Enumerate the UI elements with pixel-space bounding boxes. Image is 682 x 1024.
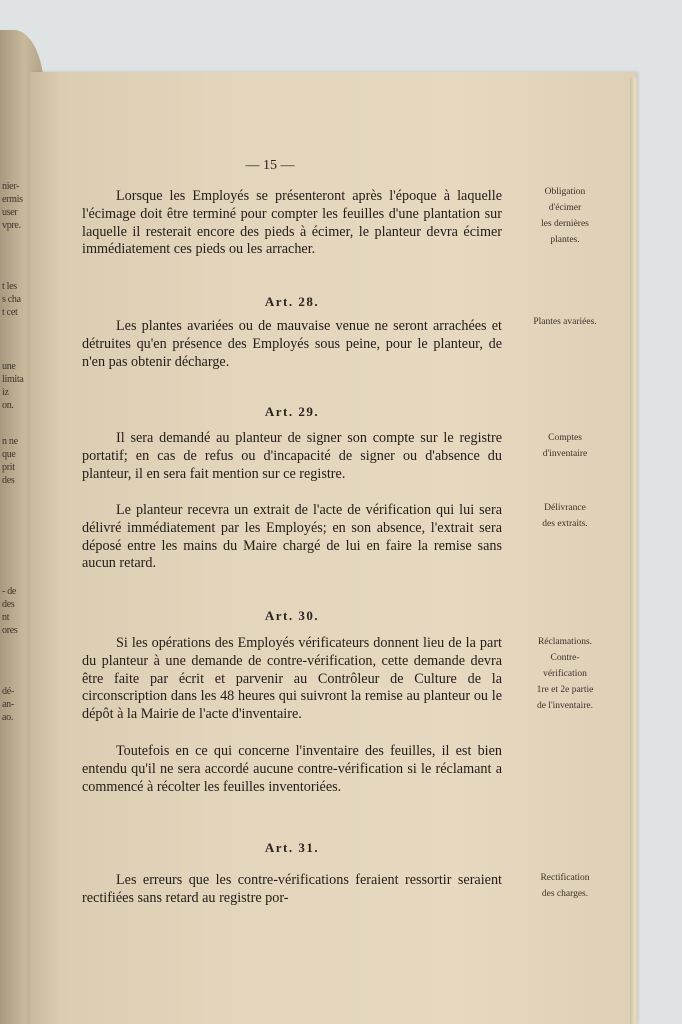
article-heading: Art. 29. xyxy=(264,404,320,419)
article-heading: Art. 28. xyxy=(264,294,320,309)
page-edge xyxy=(630,78,638,1024)
facing-page-fragment: - de des nt ores xyxy=(2,586,18,636)
margin-note: Comptes d'inventaire xyxy=(542,433,588,459)
paragraph: Lorsque les Employés se présenteront après l'époque à laquelle l'écimage doit être terminé pour compter les feuilles d'une plantation sur laquelle il resterait encore des pieds à écimer, le planteur devra écimer immédiatement ces pieds ou les arracher. xyxy=(82,188,502,258)
paragraph: Les plantes avariées ou de mauvaise venue ne seront arrachées et détruites qu'en présence des Employés sous peine, pour le planteur, de n'en pas obtenir décharge. xyxy=(82,318,502,370)
margin-note: Rectification des charges. xyxy=(540,873,590,899)
facing-page-fragment: t les s cha t cet xyxy=(2,281,21,318)
paragraph: Le planteur recevra un extrait de l'acte de vérification qui lui sera délivré immédiatement par les Employés; en son absence, l'extrait sera déposé entre les mains du Maire chargé de lui en faire la remise sans aucun retard. xyxy=(82,502,502,572)
paragraph: Toutefois en ce qui concerne l'inventaire des feuilles, il est bien entendu qu'il ne sera accordé aucune contre-vérification si le réclamant a commencé à récolter les feuilles inventoriées. xyxy=(82,743,502,795)
facing-page-fragment: une limita iz on. xyxy=(2,361,24,411)
book-page xyxy=(30,72,636,1024)
margin-note: Réclamations. Contre- vérification 1re et 2e partie de l'inventaire. xyxy=(536,637,594,711)
page-number: — 15 — xyxy=(245,158,295,173)
facing-page-fragment: n ne que prit des xyxy=(2,436,18,486)
facing-page-fragment: nier- ermis user vpre. xyxy=(2,181,23,231)
paragraph: Il sera demandé au planteur de signer son compte sur le registre portatif; en cas de refus ou d'incapacité de signer ou d'absence du planteur, il en sera fait mention sur ce registre. xyxy=(82,430,502,482)
article-heading: Art. 30. xyxy=(264,608,320,623)
facing-page-fragment: dé- an- ao. xyxy=(2,686,14,723)
article-heading: Art. 31. xyxy=(264,840,320,855)
margin-note: Plantes avariées. xyxy=(533,317,597,327)
paragraph: Les erreurs que les contre-vérifications feraient ressortir seraient rectifiées sans retard au registre por- xyxy=(82,872,502,906)
paragraph: Si les opérations des Employés vérificateurs donnent lieu de la part du planteur à une demande de contre-vérification, cette demande devra être faite par écrit et parvenir au Contrôleur de Culture de la circonscription dans les 48 heures qui suivront la remise au planteur ou le dépôt à la Mairie de l'acte d'inventaire. xyxy=(82,635,502,723)
margin-note: Obligation d'écimer les dernières plantes. xyxy=(541,187,589,245)
margin-note: Délivrance des extraits. xyxy=(542,503,588,529)
